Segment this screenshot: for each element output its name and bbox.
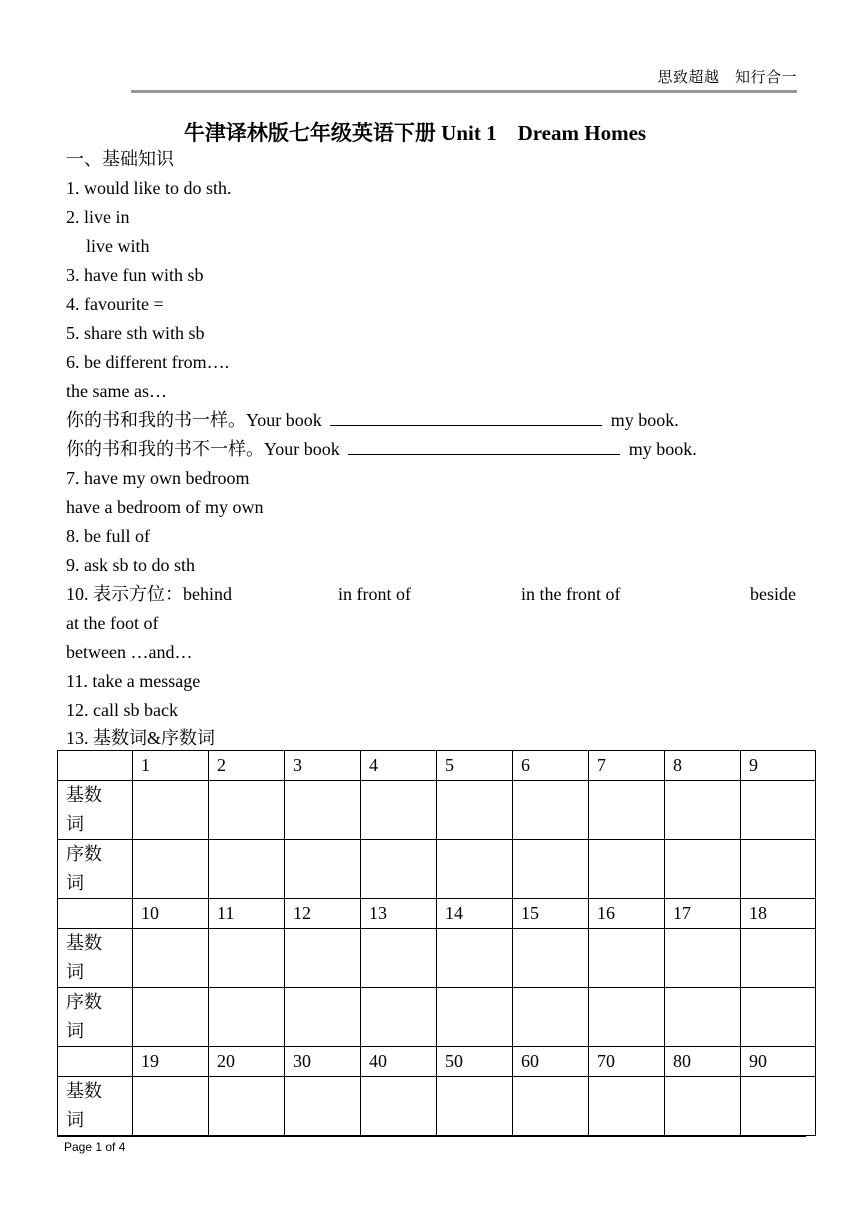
item-7: 7. have my own bedroom: [66, 468, 250, 488]
sentence-same-prefix: 你的书和我的书一样。Your book: [66, 410, 322, 430]
position-in-front-of: in front of: [338, 584, 411, 604]
table-cell: 20: [209, 1047, 285, 1077]
footer-divider: [57, 1136, 806, 1137]
item-6: 6. be different from….: [66, 352, 230, 372]
answer-cell[interactable]: [285, 781, 361, 840]
table-cell: 60: [513, 1047, 589, 1077]
sentence-same-suffix: my book.: [610, 410, 679, 430]
table-cell: 14: [437, 899, 513, 929]
table-cell: 40: [361, 1047, 437, 1077]
table-cell: 12: [285, 899, 361, 929]
answer-cell[interactable]: [513, 929, 589, 988]
answer-cell[interactable]: [285, 988, 361, 1047]
answer-cell[interactable]: [133, 1077, 209, 1136]
answer-cell[interactable]: [589, 929, 665, 988]
table-cell: [58, 751, 133, 781]
answer-cell[interactable]: [741, 840, 816, 899]
answer-cell[interactable]: [361, 781, 437, 840]
answer-cell[interactable]: [589, 988, 665, 1047]
answer-cell[interactable]: [209, 781, 285, 840]
page-number: Page 1 of 4: [64, 1140, 126, 1154]
answer-cell[interactable]: [209, 988, 285, 1047]
sentence-different-suffix: my book.: [628, 439, 697, 459]
section-heading: 一、基础知识: [66, 149, 174, 169]
answer-cell[interactable]: [665, 929, 741, 988]
answer-cell[interactable]: [209, 840, 285, 899]
item-2-sub: live with: [86, 236, 150, 256]
answer-cell[interactable]: [133, 988, 209, 1047]
answer-cell[interactable]: [437, 1077, 513, 1136]
table-row: [58, 1077, 816, 1136]
fill-sentence-different: [66, 438, 697, 460]
item-7-sub: have a bedroom of my own: [66, 497, 264, 517]
answer-cell[interactable]: [133, 929, 209, 988]
item-12: 12. call sb back: [66, 700, 178, 720]
table-cell: 10: [133, 899, 209, 929]
table-cell: 17: [665, 899, 741, 929]
header-divider: [131, 90, 797, 93]
answer-blank[interactable]: [348, 438, 620, 455]
table-cell: 30: [285, 1047, 361, 1077]
row-label-ordinal: 序数 词: [58, 988, 133, 1047]
table-row: [58, 1047, 816, 1077]
answer-cell[interactable]: [741, 988, 816, 1047]
position-at-the-foot-of: at the foot of: [66, 613, 159, 633]
answer-cell[interactable]: [513, 1077, 589, 1136]
answer-cell[interactable]: [437, 929, 513, 988]
item-3: 3. have fun with sb: [66, 265, 204, 285]
table-cell: 9: [741, 751, 816, 781]
table-row: [58, 929, 816, 988]
table-row: [58, 781, 816, 840]
item-11: 11. take a message: [66, 671, 201, 691]
item-6-sub: the same as…: [66, 381, 167, 401]
table-cell: 50: [437, 1047, 513, 1077]
answer-cell[interactable]: [513, 840, 589, 899]
document-title: 牛津译林版七年级英语下册 Unit 1 Dream Homes: [183, 121, 647, 145]
table-cell: 13: [361, 899, 437, 929]
answer-cell[interactable]: [133, 840, 209, 899]
table-cell: 2: [209, 751, 285, 781]
answer-cell[interactable]: [285, 1077, 361, 1136]
answer-cell[interactable]: [361, 840, 437, 899]
answer-cell[interactable]: [437, 781, 513, 840]
answer-cell[interactable]: [665, 840, 741, 899]
table-cell: 18: [741, 899, 816, 929]
answer-cell[interactable]: [361, 929, 437, 988]
answer-cell[interactable]: [665, 781, 741, 840]
answer-cell[interactable]: [741, 929, 816, 988]
answer-cell[interactable]: [209, 929, 285, 988]
answer-cell[interactable]: [589, 1077, 665, 1136]
answer-cell[interactable]: [285, 840, 361, 899]
position-beside: beside: [750, 584, 796, 604]
table-cell: 11: [209, 899, 285, 929]
table-cell: 19: [133, 1047, 209, 1077]
answer-cell[interactable]: [665, 1077, 741, 1136]
answer-cell[interactable]: [285, 929, 361, 988]
item-4: 4. favourite =: [66, 294, 164, 314]
table-cell: [58, 899, 133, 929]
answer-cell[interactable]: [361, 988, 437, 1047]
row-label-cardinal: 基数 词: [58, 929, 133, 988]
row-label-ordinal: 序数 词: [58, 840, 133, 899]
answer-cell[interactable]: [513, 781, 589, 840]
row-label-cardinal: 基数 词: [58, 1077, 133, 1136]
table-cell: 5: [437, 751, 513, 781]
table-cell: 7: [589, 751, 665, 781]
answer-cell[interactable]: [437, 988, 513, 1047]
table-cell: 8: [665, 751, 741, 781]
table-cell: [58, 1047, 133, 1077]
answer-cell[interactable]: [741, 781, 816, 840]
answer-cell[interactable]: [361, 1077, 437, 1136]
numbers-table: [57, 750, 816, 1136]
answer-cell[interactable]: [513, 988, 589, 1047]
header-motto: 思致超越 知行合一: [657, 68, 797, 86]
fill-sentence-same: [66, 409, 679, 431]
answer-cell[interactable]: [437, 840, 513, 899]
position-behind: 10. 表示方位：behind: [66, 584, 232, 604]
table-cell: 16: [589, 899, 665, 929]
table-cell: 4: [361, 751, 437, 781]
answer-blank[interactable]: [330, 409, 602, 426]
row-label-cardinal: 基数 词: [58, 781, 133, 840]
item-8: 8. be full of: [66, 526, 150, 546]
item-9: 9. ask sb to do sth: [66, 555, 196, 575]
table-cell: 3: [285, 751, 361, 781]
sentence-different-prefix: 你的书和我的书不一样。Your book: [66, 439, 340, 459]
position-between: between …and…: [66, 642, 193, 662]
answer-cell[interactable]: [209, 1077, 285, 1136]
item-2: 2. live in: [66, 207, 130, 227]
answer-cell[interactable]: [589, 781, 665, 840]
table-cell: 15: [513, 899, 589, 929]
table-cell: 6: [513, 751, 589, 781]
answer-cell[interactable]: [589, 840, 665, 899]
item-13: 13. 基数词&序数词: [66, 728, 216, 748]
table-cell: 70: [589, 1047, 665, 1077]
table-cell: 90: [741, 1047, 816, 1077]
table-row: [58, 751, 816, 781]
table-row: [58, 840, 816, 899]
answer-cell[interactable]: [665, 988, 741, 1047]
table-cell: 80: [665, 1047, 741, 1077]
item-5: 5. share sth with sb: [66, 323, 205, 343]
table-row: [58, 899, 816, 929]
item-1: 1. would like to do sth.: [66, 178, 232, 198]
answer-cell[interactable]: [133, 781, 209, 840]
answer-cell[interactable]: [741, 1077, 816, 1136]
table-cell: 1: [133, 751, 209, 781]
table-row: [58, 988, 816, 1047]
position-in-the-front-of: in the front of: [521, 584, 621, 604]
